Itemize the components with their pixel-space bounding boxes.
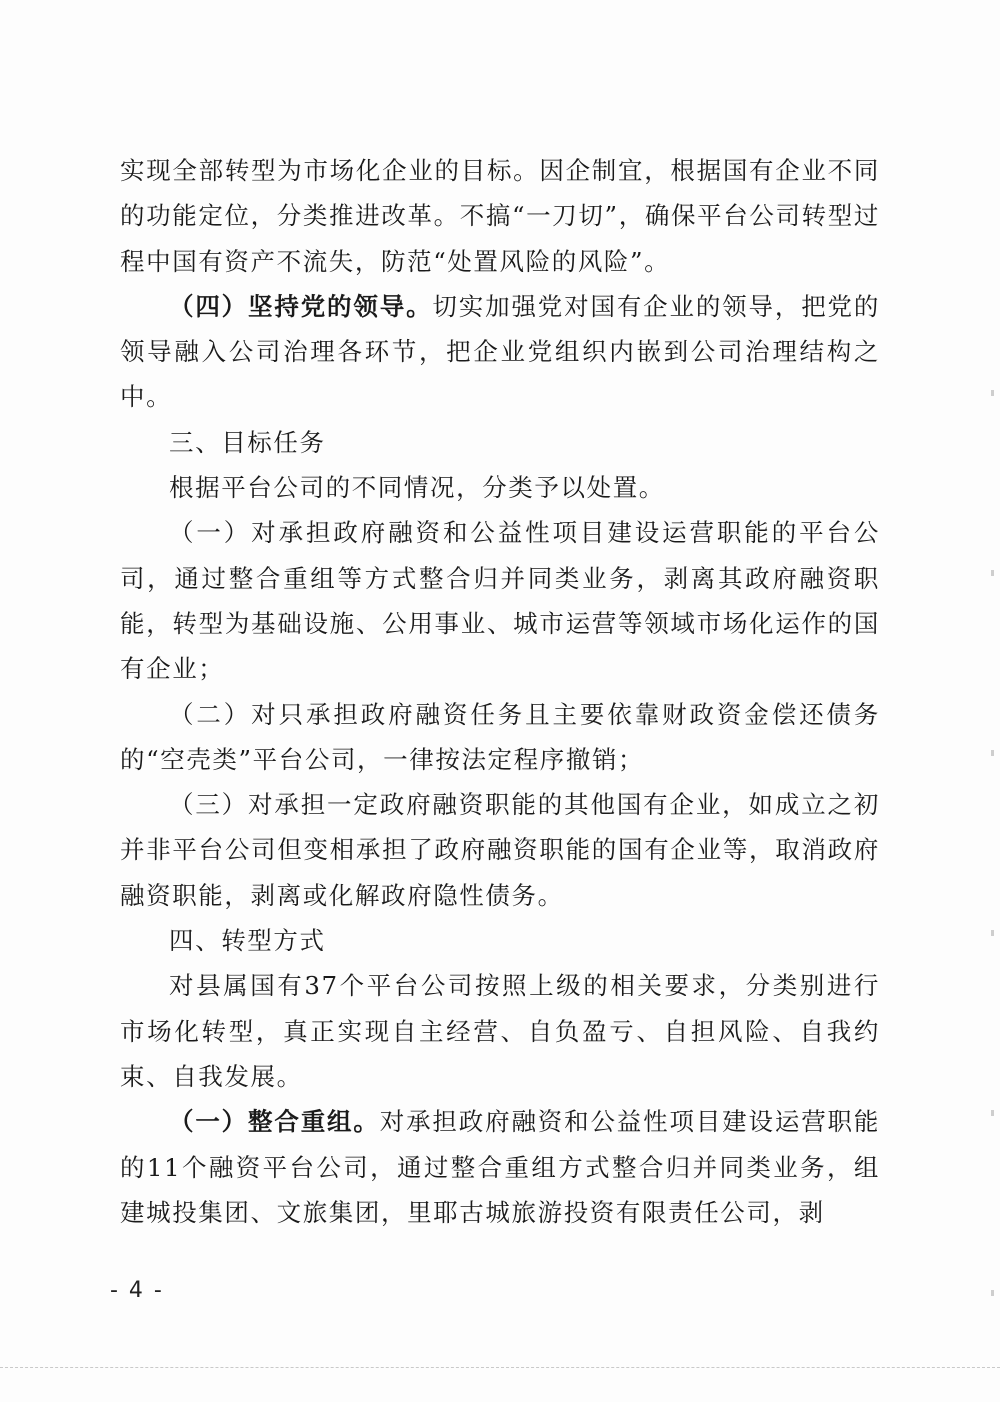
paragraph-item-one: （一）对承担政府融资和公益性项目建设运营职能的平台公司，通过整合重组等方式整合归并同类业务，剥离其政府融资职能，转型为基础设施、公用事业、城市运营等领域市场化运作的国有企业；: [120, 518, 880, 684]
paragraph-transformation: 对县属国有37个平台公司按照上级的相关要求，分类别进行市场化转型，真正实现自主经营、自负盈亏、自担风险、自我约束、自我发展。: [120, 971, 880, 1091]
document-body: [120, 148, 880, 1235]
paragraph-classification: 根据平台公司的不同情况，分类予以处置。: [169, 473, 665, 503]
paragraph-item-three: （三）对承担一定政府融资职能的其他国有企业，如成立之初并非平台公司但变相承担了政府融资职能的国有企业等，取消政府融资职能，剥离或化解政府隐性债务。: [120, 790, 880, 910]
section-heading-methods: 四、转型方式: [169, 926, 326, 956]
page-number: - 4 -: [110, 1278, 164, 1303]
scan-edge-marks: [991, 300, 994, 1300]
section-heading-goals: 三、目标任务: [169, 427, 326, 457]
paragraph-continuation: 实现全部转型为市场化企业的目标。因企制宜，根据国有企业不同的功能定位，分类推进改革。不搞“一刀切”，确保平台公司转型过程中国有资产不流失，防范“处置风险的风险”。: [120, 156, 880, 276]
paragraph-body-text: 对承担政府融资和公益性项目建设运营职能的11个融资平台公司，通过整合重组方式整合归并同类业务，组建城投集团、文旅集团，里耶古城旅游投资有限责任公司，剥: [120, 1107, 880, 1227]
paragraph-party-leadership: [120, 284, 880, 420]
paragraph-body-text: 切实加强党对国有企业的领导，把党的领导融入公司治理各环节，把企业党组织内嵌到公司治理结构之中。: [120, 291, 880, 412]
paragraph-lead-heading: （一）整合重组。: [169, 1107, 380, 1137]
paragraph-lead-heading: （四）坚持党的领导。: [169, 291, 433, 321]
paragraph-reorganization: [120, 1099, 880, 1235]
scan-bottom-edge: [0, 1367, 1000, 1368]
paragraph-item-two: （二）对只承担政府融资任务且主要依靠财政资金偿还债务的“空壳类”平台公司，一律按法定程序撤销；: [120, 699, 880, 774]
